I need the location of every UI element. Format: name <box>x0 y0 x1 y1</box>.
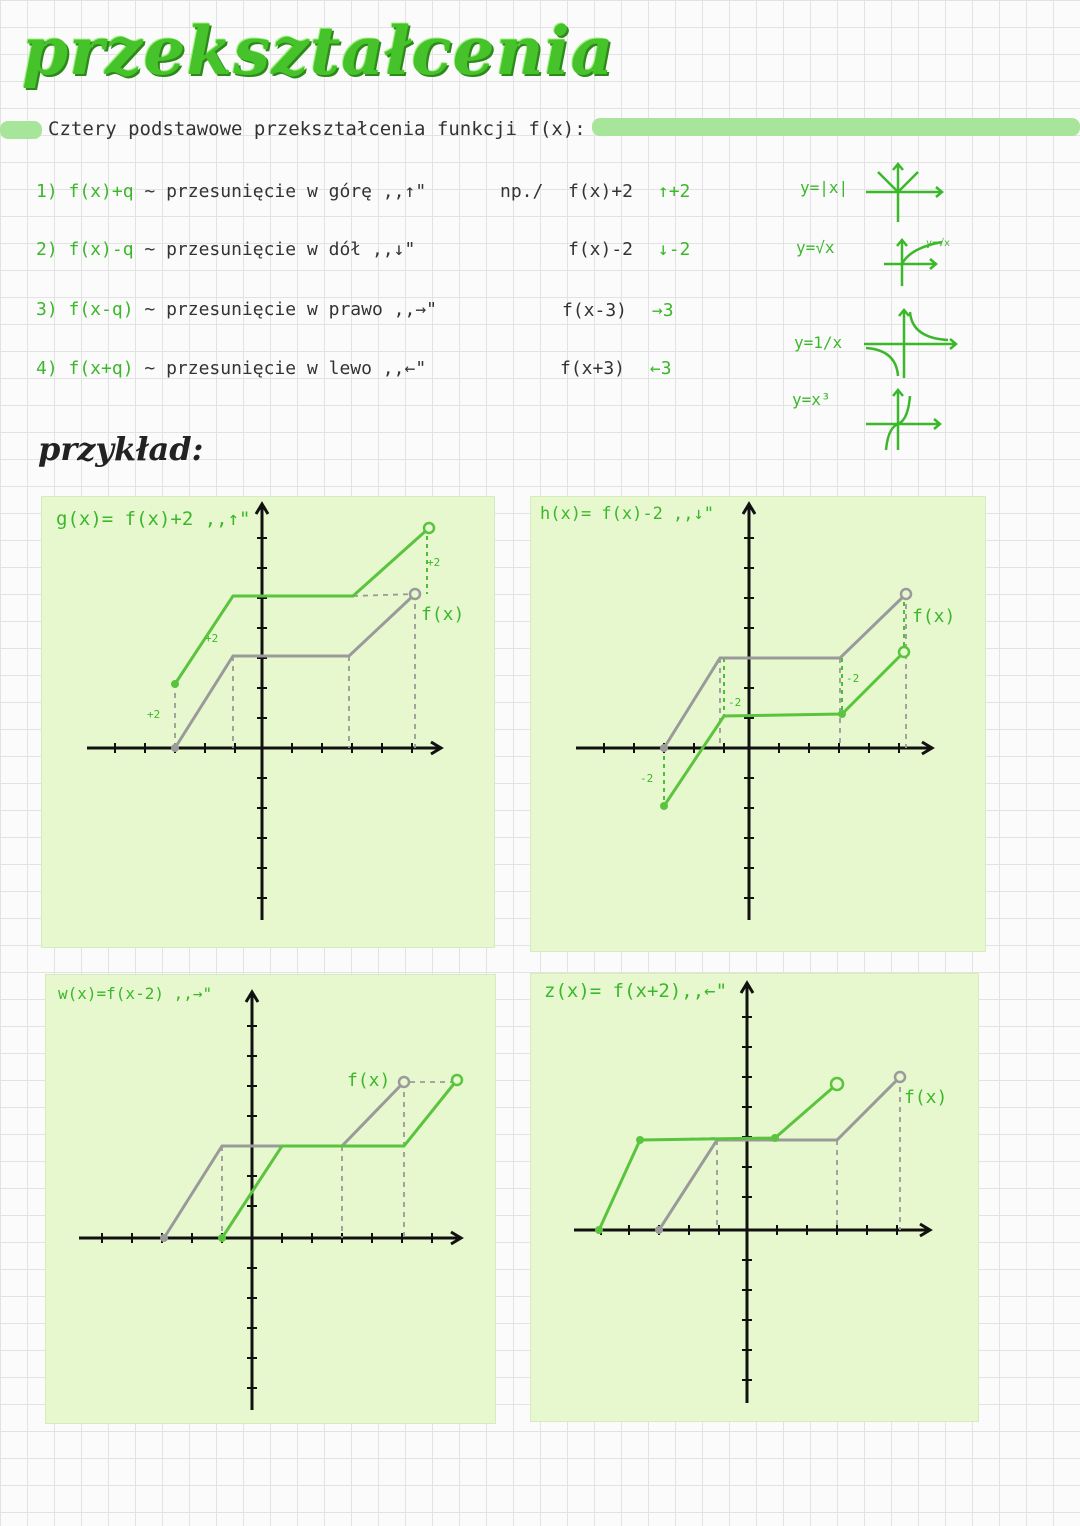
shift-label: +2 <box>205 632 219 645</box>
hyperbola-graph-icon <box>860 306 960 380</box>
section-title: przykład: <box>38 430 204 468</box>
example-shift: ←3 <box>649 358 672 379</box>
rule-2 <box>36 239 415 260</box>
fx-label: f(x) <box>421 604 465 625</box>
basic-fn-label-cubic: y=x³ <box>792 390 831 409</box>
graph-z <box>530 973 977 1420</box>
shifted-function-line <box>175 528 429 684</box>
basic-fn-label-sqrt: y=√x <box>796 238 835 257</box>
graph-g <box>41 496 493 946</box>
rule-text: ~ przesunięcie w górę ,,↑" <box>144 181 427 202</box>
rule-3 <box>36 299 437 320</box>
fx-label: f(x) <box>904 1087 948 1108</box>
shifted-function-line <box>599 1084 837 1230</box>
graph-h <box>530 496 984 950</box>
rule-4 <box>36 358 426 379</box>
example-expr: f(x)+2 <box>568 181 634 202</box>
rule-1 <box>36 181 426 202</box>
examples-prefix: np./ <box>500 181 544 202</box>
example-2 <box>568 239 690 260</box>
sqrt-mini-label: y=√x <box>926 238 951 249</box>
original-function-line <box>164 1082 404 1238</box>
fx-label: f(x) <box>347 1070 391 1091</box>
rule-text: ~ przesunięcie w dół ,,↓" <box>144 239 416 260</box>
sqrt-graph-icon <box>880 230 966 290</box>
basic-fn-label-abs: y=|x| <box>800 178 849 197</box>
original-function-line <box>659 1077 900 1230</box>
rule-formula: 4) f(x+q) <box>36 358 134 379</box>
shift-label: -2 <box>640 772 654 785</box>
graph-label-z: z(x)= f(x+2),,←" <box>544 980 728 1002</box>
example-shift: ↓-2 <box>657 239 691 260</box>
graph-label-h: h(x)= f(x)-2 ,,↓" <box>540 504 714 524</box>
abs-graph-icon <box>862 160 948 226</box>
rule-formula: 2) f(x)-q <box>36 239 134 260</box>
original-function-line <box>175 594 415 748</box>
example-3 <box>562 300 674 321</box>
example-shift: →3 <box>651 300 674 321</box>
example-1 <box>568 181 690 202</box>
example-shift: ↑+2 <box>657 181 691 202</box>
page-title: przekształcenia <box>22 12 615 90</box>
example-4 <box>560 358 672 379</box>
rule-text: ~ przesunięcie w lewo ,,←" <box>144 358 427 379</box>
basic-fn-label-recip: y=1/x <box>794 333 843 352</box>
highlight-bar-left <box>0 121 42 139</box>
example-expr: f(x-3) <box>562 300 628 321</box>
shift-label: -2 <box>728 696 742 709</box>
shifted-function-line <box>664 652 904 806</box>
example-expr: f(x+3) <box>560 358 626 379</box>
graph-w <box>45 974 494 1422</box>
shifted-function-line <box>222 1080 457 1238</box>
graph-label-g: g(x)= f(x)+2 ,,↑" <box>56 508 251 530</box>
rule-formula: 1) f(x)+q <box>36 181 134 202</box>
cubic-graph-icon <box>862 386 946 452</box>
shift-label: +2 <box>427 556 441 569</box>
example-expr: f(x)-2 <box>568 239 634 260</box>
highlight-bar-right <box>592 118 1080 136</box>
shift-label: -2 <box>846 672 860 685</box>
original-function-line <box>664 594 906 748</box>
intro-text: Cztery podstawowe przekształcenia funkcji f(x): <box>48 118 586 140</box>
rule-formula: 3) f(x-q) <box>36 299 134 320</box>
rule-text: ~ przesunięcie w prawo ,,→" <box>144 299 437 320</box>
shift-label: +2 <box>147 708 161 721</box>
graph-label-w: w(x)=f(x-2) ,,→" <box>58 984 213 1003</box>
fx-label: f(x) <box>912 606 956 627</box>
